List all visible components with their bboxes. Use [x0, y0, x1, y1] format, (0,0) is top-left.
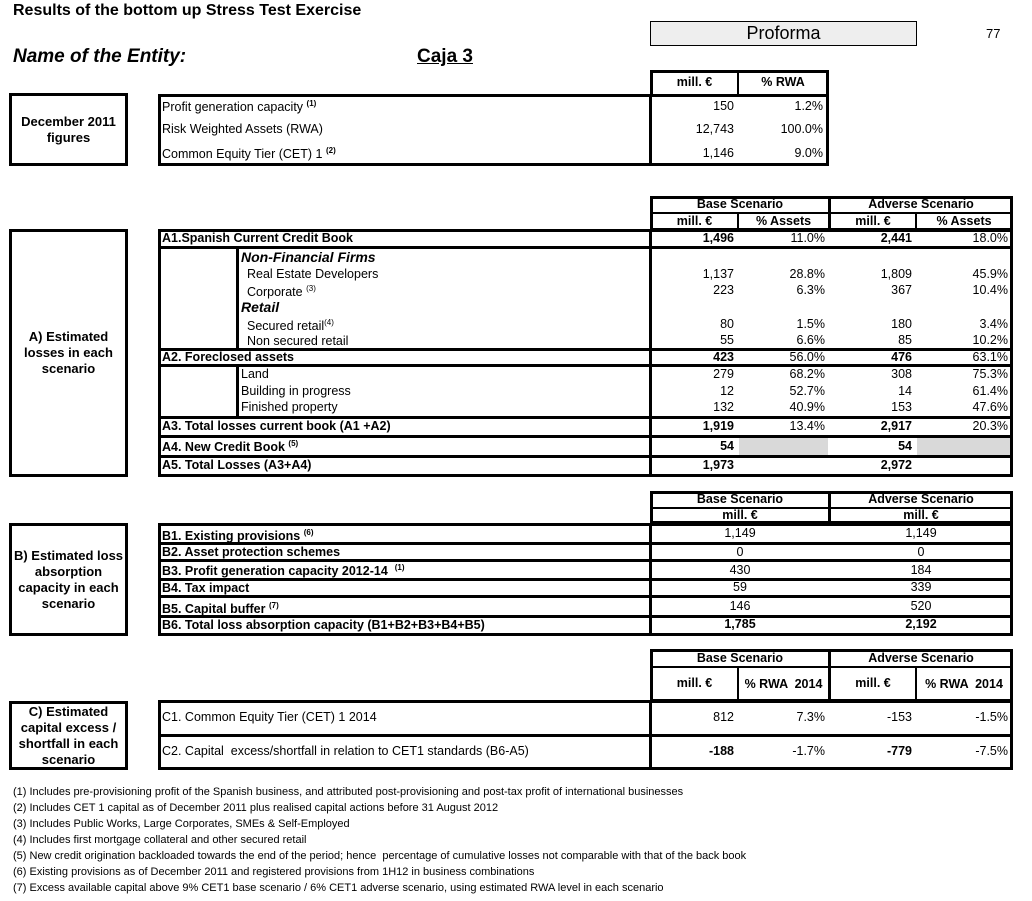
section-b-side-label: B) Estimated loss absorption capacity in each scenario	[9, 523, 128, 636]
land-base-mill: 279	[713, 367, 734, 381]
section-c-side-label: C) Estimated capital excess / shortfall in each scenario	[9, 701, 128, 770]
c1-adv-pct: -1.5%	[975, 710, 1008, 724]
a1-adv-pct: 18.0%	[972, 231, 1008, 245]
scenario-base-header: Base Scenario	[696, 651, 784, 665]
b6-adverse: 2,192	[905, 617, 937, 631]
nonsecured-label: Non secured retail	[247, 334, 349, 348]
c1-label: C1. Common Equity Tier (CET) 1 2014	[162, 710, 377, 724]
a4-base-mill: 54	[720, 439, 734, 453]
bip-adv-pct: 61.4%	[972, 384, 1008, 398]
dec-row-pct: 1.2%	[794, 99, 823, 113]
corp-adv-pct: 10.4%	[972, 283, 1008, 297]
bip-adv-mill: 14	[898, 384, 912, 398]
a4-label: A4. New Credit Book $^{(5)}$	[162, 439, 299, 455]
side-label-line: figures	[46, 129, 91, 145]
bip-base-pct: 52.7%	[789, 384, 825, 398]
dec-row-mill: 1,146	[702, 146, 734, 160]
b4-base: 59	[733, 580, 747, 594]
a1-base-pct: 11.0%	[790, 231, 825, 245]
col-header: mill. €	[855, 214, 891, 228]
a2-adv-mill: 476	[891, 350, 912, 364]
proforma-label: Proforma	[650, 21, 917, 46]
secured-base-pct: 1.5%	[796, 317, 825, 331]
a3-base-pct: 13.4%	[789, 419, 825, 433]
bip-base-mill: 12	[720, 384, 734, 398]
dec-row-label: Common Equity Tier (CET) 1 $^{(2)}$	[162, 146, 336, 162]
page-title: Results of the bottom up Stress Test Exercise	[13, 2, 362, 19]
col-header: mill. €	[855, 676, 891, 690]
subhead-non-financial-firms: Non-Financial Firms	[241, 249, 376, 265]
nonsecured-base-pct: 6.6%	[796, 333, 825, 347]
scenario-adverse-header: Adverse Scenario	[868, 492, 974, 506]
col-header: mill. €	[903, 508, 939, 522]
b4-label: B4. Tax impact	[162, 581, 250, 595]
a2-base-mill: 423	[713, 350, 734, 364]
dec-row-pct: 9.0%	[794, 146, 823, 160]
scenario-base-header: Base Scenario	[696, 492, 784, 506]
b1-adverse: 1,149	[905, 526, 937, 540]
page-number: 77	[986, 26, 1001, 41]
b3-label: B3. Profit generation capacity 2012-14 $^{(1)}$	[162, 563, 405, 579]
b6-base: 1,785	[724, 617, 756, 631]
a5-base-mill: 1,973	[702, 458, 734, 472]
a5-label: A5. Total Losses (A3+A4)	[162, 458, 312, 472]
red-adv-pct: 45.9%	[972, 267, 1008, 281]
c2-adv-mill: -779	[886, 744, 912, 758]
dec-row-label: Risk Weighted Assets (RWA)	[162, 122, 323, 136]
land-adv-mill: 308	[891, 367, 912, 381]
b5-base: 146	[729, 599, 751, 613]
col-header: mill. €	[676, 676, 713, 690]
fp-adv-mill: 153	[891, 400, 912, 414]
corporate-label: Corporate $^{(3)}$	[247, 284, 316, 300]
nonsecured-adv-mill: 85	[898, 333, 912, 347]
scenario-adverse-header: Adverse Scenario	[868, 651, 974, 665]
side-label-line: December 2011	[21, 113, 116, 129]
col-header: % RWA 2014	[744, 677, 823, 691]
corp-base-pct: 6.3%	[796, 283, 825, 297]
land-label: Land	[241, 367, 269, 381]
a5-adv-mill: 2,972	[880, 458, 912, 472]
footnote: (2) Includes CET 1 capital as of December 2011 plus realised capital actions before 31 August 2012	[13, 802, 499, 814]
subhead-retail: Retail	[241, 299, 280, 315]
b1-label: B1. Existing provisions $^{(6)}$	[162, 528, 314, 544]
col-header-pct-rwa: % RWA	[761, 75, 805, 89]
scenario-base-header: Base Scenario	[696, 197, 784, 211]
red-base-pct: 28.8%	[789, 267, 825, 281]
secured-base-mill: 80	[720, 317, 734, 331]
c2-label: C2. Capital excess/shortfall in relation to CET1 standards (B6-A5)	[162, 744, 529, 758]
land-base-pct: 68.2%	[789, 367, 825, 381]
c1-adv-mill: -153	[886, 710, 912, 724]
a3-base-mill: 1,919	[702, 419, 734, 433]
col-header-mill: mill. €	[676, 75, 713, 89]
col-header: % Assets	[936, 214, 992, 228]
dec-row-label: Profit generation capacity $^{(1)}$	[162, 99, 317, 115]
nonsecured-adv-pct: 10.2%	[972, 333, 1008, 347]
dec-row-pct: 100.0%	[780, 122, 823, 136]
secured-adv-mill: 180	[891, 317, 912, 331]
entity-name: Caja 3	[417, 46, 473, 67]
b3-adverse: 184	[910, 563, 932, 577]
b4-adverse: 339	[910, 580, 932, 594]
c1-base-pct: 7.3%	[796, 710, 825, 724]
fp-adv-pct: 47.6%	[972, 400, 1008, 414]
footnote: (6) Existing provisions as of December 2011 and registered provisions from 1H12 in business combinations	[13, 866, 535, 878]
b6-label: B6. Total loss absorption capacity (B1+B2+B3+B4+B5)	[162, 618, 485, 632]
b5-adverse: 520	[910, 599, 932, 613]
red-adv-mill: 1,809	[880, 267, 912, 281]
c2-adv-pct: -7.5%	[975, 744, 1008, 758]
b2-label: B2. Asset protection schemes	[162, 545, 341, 559]
a2-label: A2. Foreclosed assets	[162, 350, 295, 364]
footnote: (3) Includes Public Works, Large Corporates, SMEs & Self-Employed	[13, 818, 350, 830]
dec-row-mill: 12,743	[695, 122, 734, 136]
scenario-adverse-header: Adverse Scenario	[868, 197, 974, 211]
corp-base-mill: 223	[713, 283, 734, 297]
b2-adverse: 0	[917, 545, 925, 559]
fp-label: Finished property	[241, 400, 338, 414]
b5-label: B5. Capital buffer $^{(7)}$	[162, 601, 279, 617]
a1-label: A1.Spanish Current Credit Book	[162, 231, 353, 245]
a2-base-pct: 56.0%	[789, 350, 825, 364]
a1-base-mill: 1,496	[702, 231, 734, 245]
section-a-side-label: A) Estimated losses in each scenario	[9, 229, 128, 477]
col-header: % RWA 2014	[925, 677, 1003, 691]
secured-retail-label: Secured retail$^{(4)}$	[247, 318, 334, 334]
b1-base: 1,149	[724, 526, 756, 540]
nonsecured-base-mill: 55	[720, 333, 734, 347]
b2-base: 0	[736, 545, 744, 559]
a3-adv-pct: 20.3%	[972, 419, 1008, 433]
red-label: Real Estate Developers	[247, 267, 379, 281]
b3-base: 430	[729, 563, 751, 577]
col-header: mill. €	[722, 508, 758, 522]
col-header: mill. €	[676, 214, 713, 228]
a4-adv-mill: 54	[898, 439, 912, 453]
a1-adv-mill: 2,441	[880, 231, 912, 245]
col-header: % Assets	[755, 214, 812, 228]
fp-base-pct: 40.9%	[789, 400, 825, 414]
footnote: (1) Includes pre-provisioning profit of the Spanish business, and attributed post-provisioning and post-tax profit of international businesses	[13, 786, 684, 798]
c1-base-mill: 812	[713, 710, 734, 724]
red-base-mill: 1,137	[702, 267, 734, 281]
dec-row-mill: 150	[713, 99, 734, 113]
land-adv-pct: 75.3%	[972, 367, 1008, 381]
c2-base-mill: -188	[708, 744, 734, 758]
footnote: (7) Excess available capital above 9% CET1 base scenario / 6% CET1 adverse scenario, using estimated RWA level in each scenario	[13, 882, 664, 894]
fp-base-mill: 132	[713, 400, 734, 414]
c2-base-pct: -1.7%	[792, 744, 825, 758]
secured-adv-pct: 3.4%	[979, 317, 1008, 331]
a2-adv-pct: 63.1%	[972, 350, 1008, 364]
footnote: (4) Includes first mortgage collateral and other secured retail	[13, 834, 307, 846]
a3-label: A3. Total losses current book (A1 +A2)	[162, 419, 391, 433]
a3-adv-mill: 2,917	[880, 419, 912, 433]
corp-adv-mill: 367	[891, 283, 912, 297]
entity-label: Name of the Entity:	[13, 46, 187, 67]
december-2011-side-label	[9, 93, 128, 166]
bip-label: Building in progress	[241, 384, 351, 398]
footnote: (5) New credit origination backloaded towards the end of the period; hence percentage of cumulative losses not comparable with that of the back book	[13, 850, 747, 862]
